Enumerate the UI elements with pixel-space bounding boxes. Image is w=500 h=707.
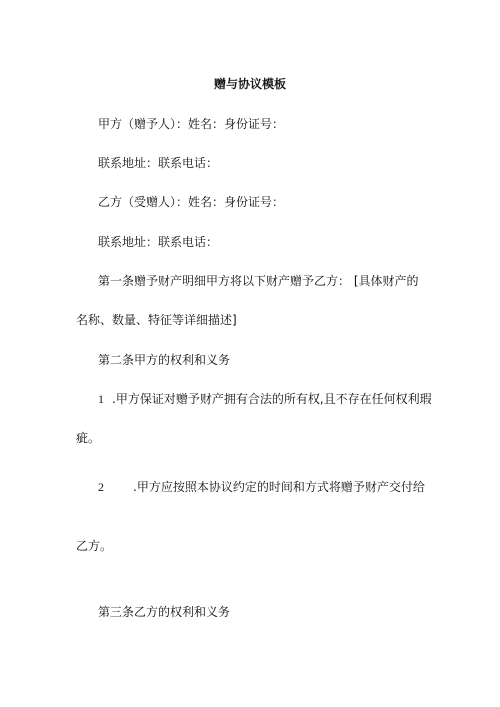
item-1-number: 1	[98, 392, 104, 406]
item-1-line-1: .甲方保证对赠予财产拥有合法的所有权,且不存在任何权利瑕	[112, 392, 432, 406]
item-2-line-1: .甲方应按照本协议约定的时间和方式将赠予财产交付给	[133, 480, 425, 494]
party-b-line: 乙方（受赠人）：姓名：身份证号：	[98, 195, 285, 209]
party-a-line: 甲方（赠予人）：姓名：身份证号：	[98, 117, 285, 131]
item-2-line-2: 乙方。	[76, 539, 113, 553]
item-1-line-2: 疵。	[76, 431, 101, 445]
party-b-contact-line: 联系地址：联系电话：	[98, 235, 219, 249]
document-title: 赠与协议模板	[213, 77, 286, 91]
party-a-contact-line: 联系地址：联系电话：	[98, 156, 219, 170]
article-2-heading: 第二条甲方的权利和义务	[98, 353, 231, 367]
article-1-line-1: 第一条赠予财产明细甲方将以下财产赠予乙方： [具体财产的	[98, 274, 419, 288]
article-3-heading: 第三条乙方的权利和义务	[98, 605, 231, 619]
article-1-line-2: 名称、数量、特征等详细描述]	[76, 313, 237, 327]
item-2-number: 2	[98, 480, 104, 494]
